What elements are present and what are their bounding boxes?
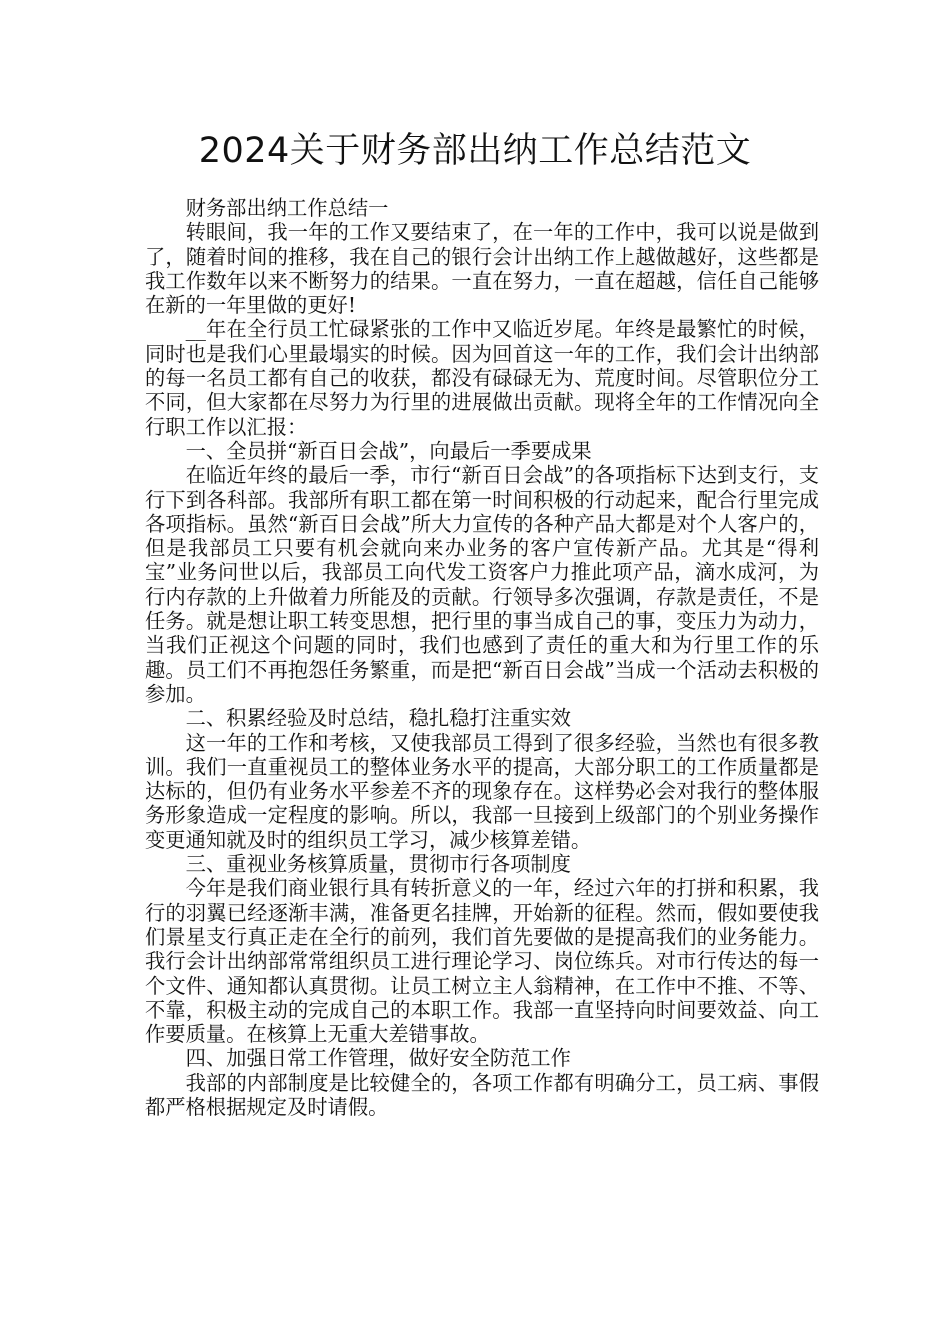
- body-paragraph: 这一年的工作和考核，又使我部员工得到了很多经验，当然也有很多教训。我们一直重视员工的整体业务水平的提高，大部分职工的工作质量都是达标的，但仍有业务水平参差不齐的现象存在。这样势必会对我行的整体服务形象造成一定程度的影响。所以，我部一旦接到上级部门的个别业务操作变更通知就及时的组织员工学习，减少核算差错。: [145, 730, 819, 852]
- body-paragraph: 在临近年终的最后一季，市行“新百日会战”的各项指标下达到支行，支行下到各科部。我部所有职工都在第一时间积极的行动起来，配合行里完成各项指标。虽然“新百日会战”所大力宣传的各种产品大都是对个人客户的，但是我部员工只要有机会就向来办业务的客户宣传新产品。尤其是“得利宝”业务问世以后，我部员工向代发工资客户力推此项产品，滴水成河，为行内存款的上升做着力所能及的贡献。行领导多次强调，存款是责任，不是任务。就是想让职工转变思想，把行里的事当成自己的事，变压力为动力，当我们正视这个问题的同时，我们也感到了责任的重大和为行里工作的乐趣。员工们不再抱怨任务繁重，而是把“新百日会战”当成一个活动去积极的参加。: [145, 463, 819, 706]
- section-heading: 一、全员拼“新百日会战”，向最后一季要成果: [185, 438, 592, 463]
- section-label: 财务部出纳工作总结一: [185, 196, 389, 220]
- body-paragraph: 今年是我们商业银行具有转折意义的一年，经过六年的打拼和积累，我行的羽翼已经逐渐丰满，准备更名挂牌，开始新的征程。然而，假如要使我们景星支行真正走在全行的前列，我们首先要做的是提高我们的业务能力。我行会计出纳部常常组织员工进行理论学习、岗位练兵。对市行传达的每一个文件、通知都认真贯彻。让员工树立主人翁精神，在工作中不推、不等、不靠，积极主动的完成自己的本职工作。我部一直坚持向时间要效益、向工作要质量。在核算上无重大差错事故。: [145, 876, 819, 1047]
- body-paragraph: 转眼间，我一年的工作又要结束了，在一年的工作中，我可以说是做到了，随着时间的推移，我在自己的银行会计出纳工作上越做越好，这些都是我工作数年以来不断努力的结果。一直在努力，一直在超越，信任自己能够在新的一年里做的更好!: [145, 220, 819, 318]
- body-paragraph: 我部的内部制度是比较健全的，各项工作都有明确分工，员工病、事假都严格根据规定及时请假。: [145, 1070, 819, 1119]
- document-title: 2024关于财务部出纳工作总结范文: [198, 131, 752, 171]
- section-heading: 四、加强日常工作管理，做好安全防范工作: [185, 1046, 571, 1071]
- body-paragraph: __年在全行员工忙碌紧张的工作中又临近岁尾。年终是最繁忙的时候，同时也是我们心里最塌实的时候。因为回首这一年的工作，我们会计出纳部的每一名员工都有自己的收获，都没有碌碌无为、荒度时间。尽管职位分工不同，但大家都在尽努力为行里的进展做出贡献。现将全年的工作情况向全行职工作以汇报：: [145, 317, 819, 439]
- document-body: [145, 196, 819, 1119]
- section-heading: 三、重视业务核算质量，贯彻市行各项制度: [185, 852, 571, 877]
- section-heading: 二、积累经验及时总结，稳扎稳打注重实效: [185, 706, 571, 731]
